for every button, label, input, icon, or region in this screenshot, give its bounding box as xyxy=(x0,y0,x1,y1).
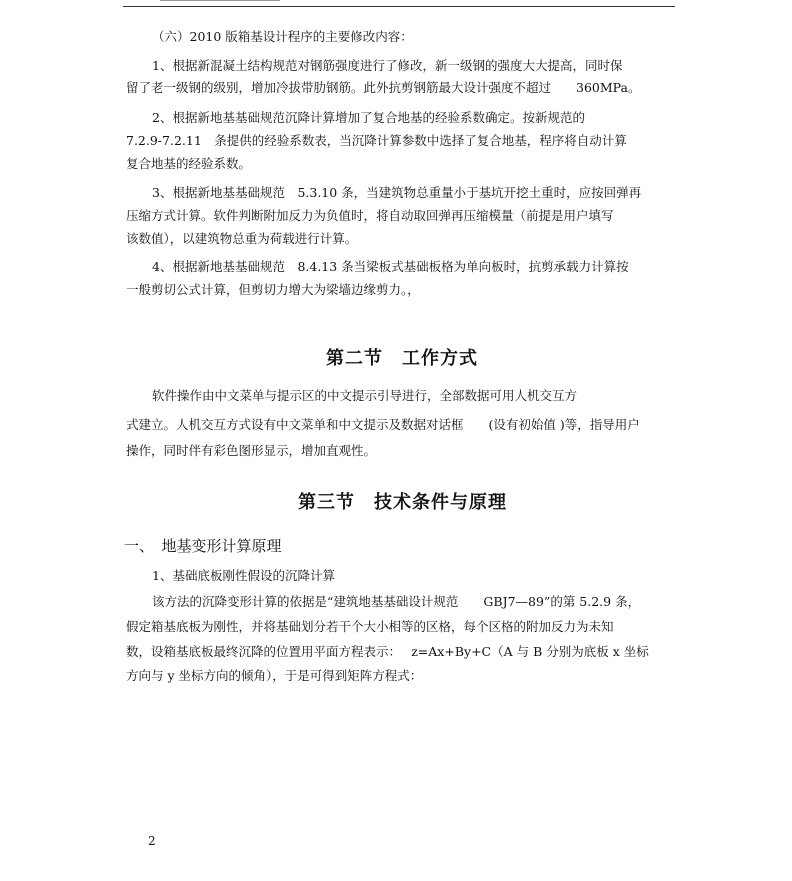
section-3-line-4: 方向与 y 坐标方向的倾角），于是可得到矩阵方程式： xyxy=(126,668,423,683)
item-2-line-3: 复合地基的经验系数。 xyxy=(126,156,252,171)
item-3-line-2: 压缩方式计算。软件判断附加反力为负值时，将自动取回弹再压缩模量（前提是用户填写 xyxy=(126,208,614,223)
item-3-line-1: 3、根据新地基基础规范 5.3.10 条，当建筑物总重量小于基坑开挖土重时，应按回弹再 xyxy=(152,185,642,200)
item-1-line-2: 留了老一级钢的级别，增加冷拔带肋钢筋。此外抗剪钢筋最大设计强度不超过 360MPa。 xyxy=(126,80,641,95)
section-2-line-2: 式建立。人机交互方式设有中文菜单和中文提示及数据对话框 (设有初始值 )等，指导用户 xyxy=(126,417,640,432)
section-3-line-1: 该方法的沉降变形计算的依据是“建筑地基基础设计规范 GBJ7—89”的第 5.2.9 条， xyxy=(152,594,641,609)
section-3-item-label: 1、基础底板刚性假设的沉降计算 xyxy=(152,568,335,583)
item-4-line-2: 一般剪切公式计算，但剪切力增大为梁墙边缘剪力。， xyxy=(126,282,420,297)
section-2-line-1: 软件操作由中文菜单与提示区的中文提示引导进行，全部数据可用人机交互方 xyxy=(152,388,578,403)
modification-heading: （六）2010 版箱基设计程序的主要修改内容： xyxy=(152,29,413,44)
page-number: 2 xyxy=(148,834,156,848)
section-3-line-3: 数，设箱基底板最终沉降的位置用平面方程表示： z=Ax+By+C（A 与 B 分别为底板 x 坐标 xyxy=(126,644,649,659)
item-3-line-3: 该数值），以建筑物总重为荷载进行计算。 xyxy=(126,231,358,246)
section-3-line-2: 假定箱基底板为刚性，并将基础划分若干个大小相等的区格，每个区格的附加反力为未知 xyxy=(126,619,614,634)
item-2-line-1: 2、根据新地基基础规范沉降计算增加了复合地基的经验系数确定。按新规范的 xyxy=(152,110,585,125)
section-2-line-3: 操作，同时伴有彩色图形显示，增加直观性。 xyxy=(126,443,377,458)
item-1-line-1: 1、根据新混凝土结构规范对钢筋强度进行了修改，新一级钢的强度大大提高，同时保 xyxy=(152,58,623,73)
section-3-subheading: 一、 地基变形计算原理 xyxy=(124,537,282,555)
section-2-title: 第二节 工作方式 xyxy=(326,348,478,369)
header-rule xyxy=(123,6,675,7)
section-3-title: 第三节 技术条件与原理 xyxy=(298,492,507,513)
item-2-line-2: 7.2.9-7.2.11 条提供的经验系数表，当沉降计算参数中选择了复合地基，程序将自动计算 xyxy=(126,133,627,148)
header-text-remnant xyxy=(160,0,280,3)
item-4-line-1: 4、根据新地基基础规范 8.4.13 条当梁板式基础板格为单向板时，抗剪承载力计算按 xyxy=(152,259,629,274)
